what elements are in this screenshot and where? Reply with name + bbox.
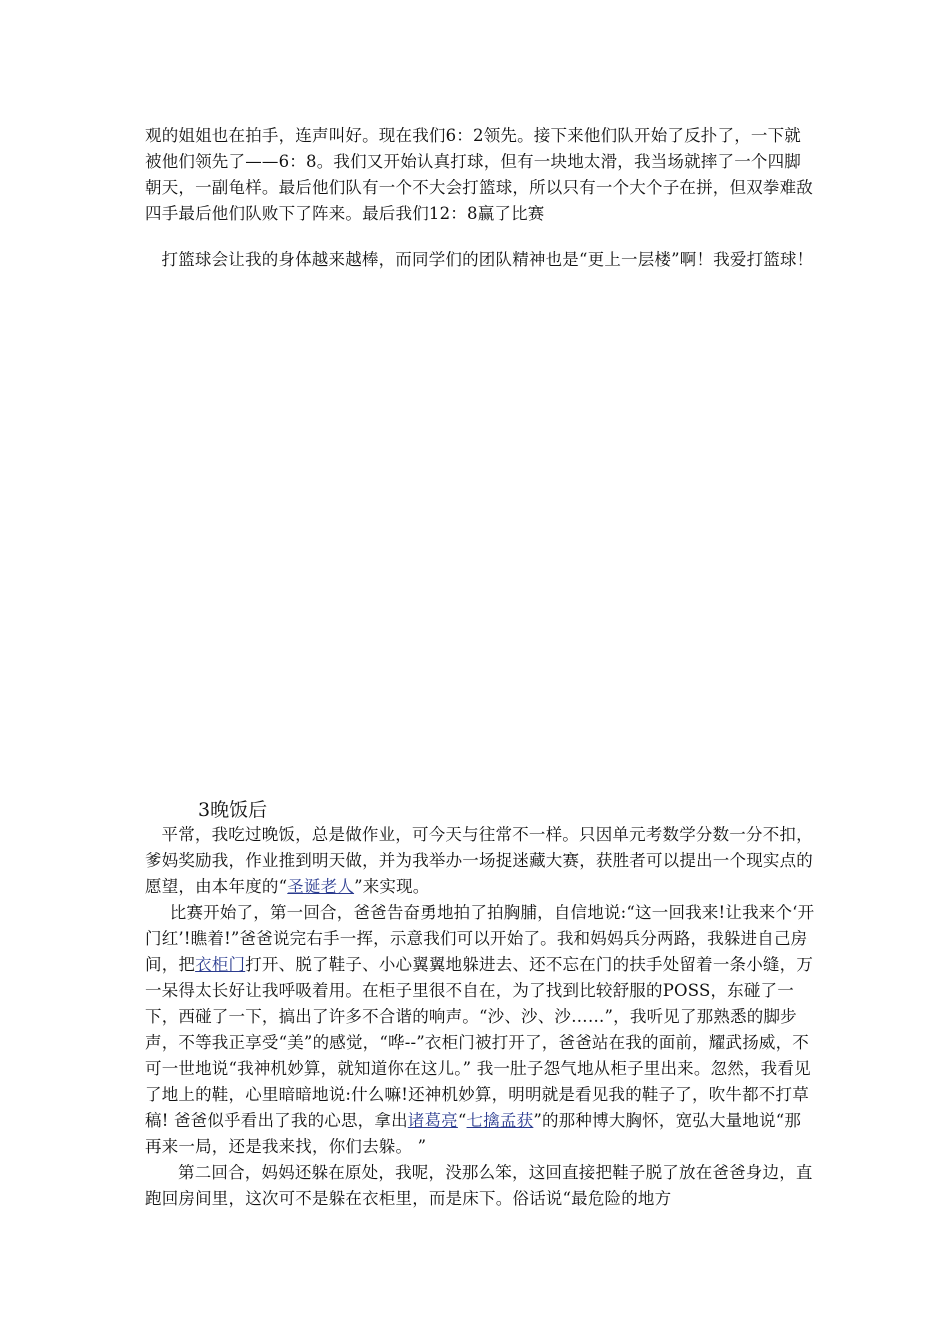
link-zhuge-liang[interactable]: 诸葛亮 xyxy=(407,1111,458,1130)
text-run: “ xyxy=(457,1111,467,1130)
link-wardrobe-door[interactable]: 衣柜门 xyxy=(195,955,246,974)
basketball-conclusion xyxy=(145,247,815,273)
dinner-article-body xyxy=(145,822,815,1212)
section-title: 3晚饭后 xyxy=(198,799,268,821)
text-run: ”的那种博大胸怀，宽弘大量地说“那再来一局，还是我来找，你们去躲。 ” xyxy=(145,1111,802,1156)
paragraph xyxy=(145,822,815,900)
text-run: ”来实现。 xyxy=(354,877,430,896)
text-run: 平常，我吃过晚饭，总是做作业，可今天与往常不一样。只因单元考数学分数一分不扣，爹妈奖励我，作业推到明天做，并为我举办一场捉迷藏大赛，获胜者可以提出一个现实点的愿望，由本年度的“ xyxy=(145,825,813,896)
link-santa-claus[interactable]: 圣诞老人 xyxy=(287,877,355,896)
paragraph: 观的姐姐也在拍手，连声叫好。现在我们6：2领先。接下来他们队开始了反扑了，一下就被他们领先了——6：8。我们又开始认真打球，但有一块地太滑，我当场就摔了一个四脚朝天，一副龟样。最后他们队有一个不大会打篮球，所以只有一个大个子在拼，但双拳难敌四手最后他们队败下了阵来。最后我们12：8赢了比赛 xyxy=(145,126,813,223)
basketball-text-continued xyxy=(145,123,815,227)
paragraph: 打篮球会让我的身体越来越棒，而同学们的团队精神也是“更上一层楼”啊！我爱打篮球！ xyxy=(161,250,814,269)
paragraph: 第二回合，妈妈还躲在原处，我呢，没那么笨，这回直接把鞋子脱了放在爸爸身边，直跑回房间里，这次可不是躲在衣柜里，而是床下。俗话说“最危险的地方 xyxy=(145,1163,813,1208)
text-run: 比赛开始了，第一回合，爸爸告奋勇地拍了拍胸脯，自信地说:“这一回我来!让我来个‘开门红’!瞧着!”爸爸说完右手一挥，示意我们可以开始了。我和妈妈兵分两路，我躲进自己房间，把 xyxy=(145,903,815,974)
text-run: 打开、脱了鞋子、小心翼翼地躲进去、还不忘在门的扶手处留着一条小缝，万一呆得太长好让我呼吸着用。在柜子里很不自在，为了找到比较舒服的POSS，东碰了一下，西碰了一下，搞出了许多不合谐的响声。“沙、沙、沙……”，我听见了那熟悉的脚步声，不等我正享受“美”的感觉，“哗--”衣柜门被打开了，爸爸站在我的面前，耀武扬威，不可一世地说“我神机妙算，就知道你在这儿。” 我一肚子怨气地从柜子里出来。忽然，我看见了地上的鞋，心里暗暗地说:什么嘛!还神机妙算，明明就是看见我的鞋子了，吹牛都不打草稿! 爸爸似乎看出了我的心思，拿出 xyxy=(145,955,814,1130)
link-qi-qin-meng-huo[interactable]: 七擒孟获 xyxy=(466,1111,534,1130)
paragraph xyxy=(145,900,815,1160)
